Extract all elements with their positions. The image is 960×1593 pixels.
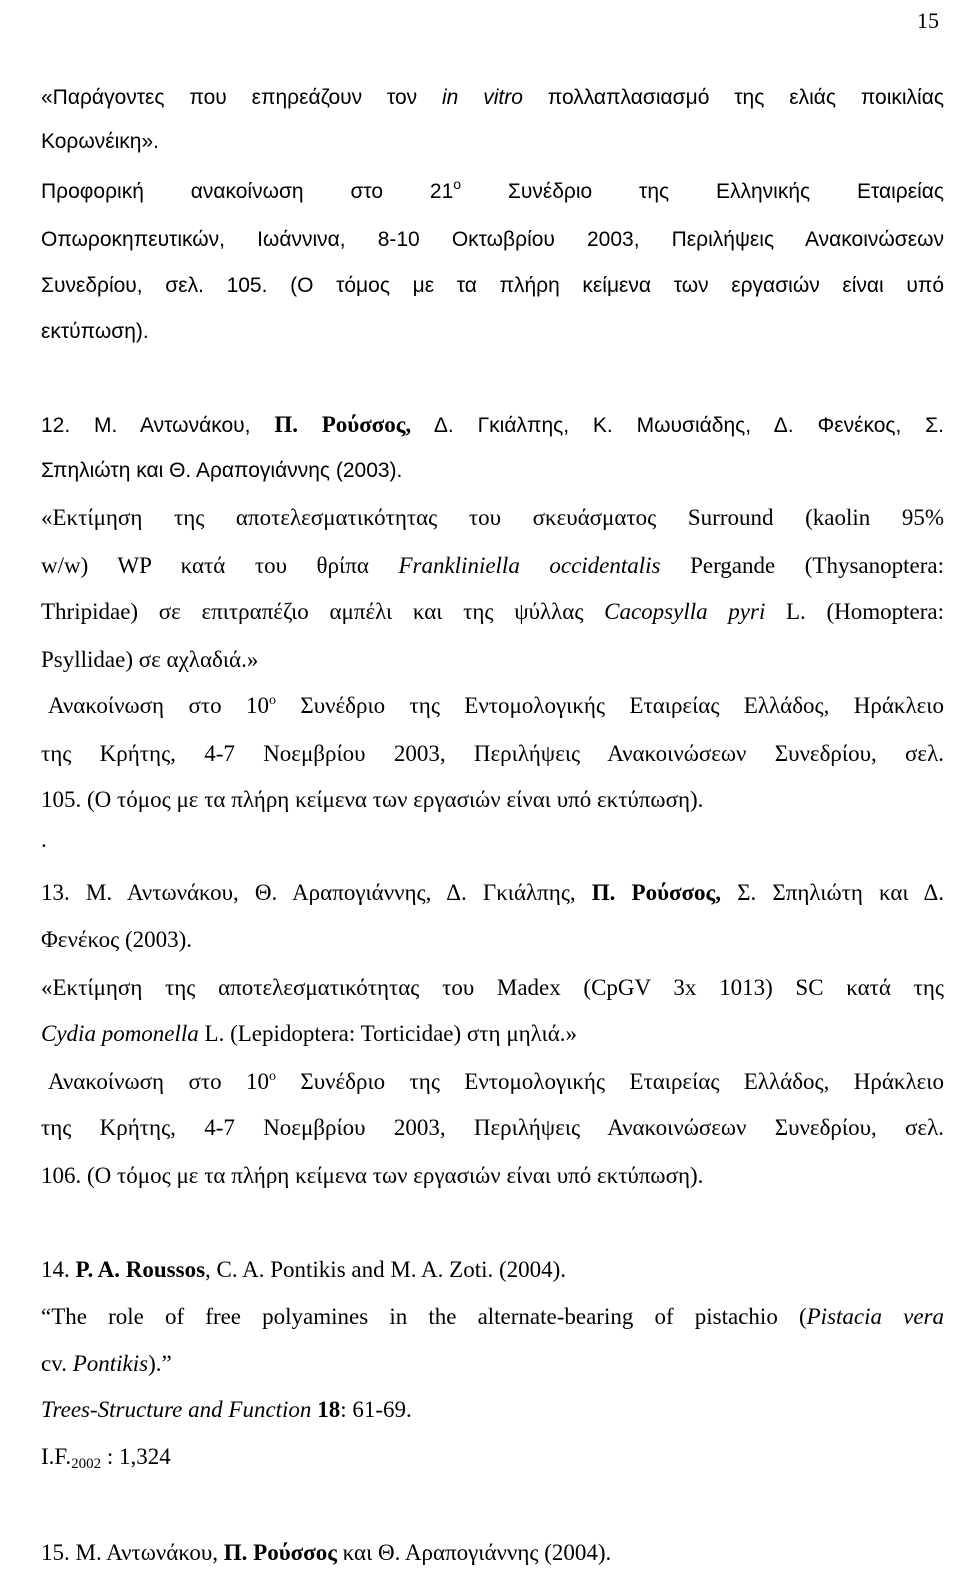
line: Κορωνέικη».: [41, 130, 159, 153]
line: 14. P. A. Roussos, C. A. Pontikis and M. A. Zoti. (2004).: [41, 1257, 567, 1282]
line: Trees-Structure and Function 18: 61-69.: [41, 1397, 412, 1422]
line: «Εκτίμηση της αποτελεσματικότητας του σκευάσματος Surround (kaolin 95%: [41, 505, 944, 530]
line: «Παράγοντες που επηρεάζουν τον in vitro πολλαπλασιασμό της ελιάς ποικιλίας: [41, 86, 944, 109]
line: 105. (Ο τόμος με τα πλήρη κείμενα των εργασιών είναι υπό εκτύπωση).: [41, 787, 704, 812]
line: “The role of free polyamines in the alternate-bearing of pistachio (Pistacia vera: [41, 1304, 945, 1329]
line: εκτύπωση).: [41, 320, 149, 343]
line: Οπωροκηπευτικών, Ιωάννινα, 8-10 Οκτωβρίου 2003, Περιλήψεις Ανακοινώσεων: [41, 228, 944, 251]
line: Thripidae) σε επιτραπέζιο αμπέλι και της ψύλλας Cacopsylla pyri L. (Homoptera:: [41, 599, 944, 624]
line: 13. Μ. Αντωνάκου, Θ. Αραπογιάννης, Δ. Γκιάλπης, Π. Ρούσσος, Σ. Σπηλιώτη και Δ.: [41, 880, 944, 905]
line: Ανακοίνωση στο $10^o$ Συνέδριο της Εντομολογικής Εταιρείας Ελλάδος, Ηράκλειο: [48, 693, 944, 718]
line: Προφορική ανακοίνωση στο $21^o$ Συνέδριο της Ελληνικής Εταιρείας: [41, 176, 944, 203]
line: w/w) WP κατά του θρίπα Frankliniella occidentalis Pergande (Thysanoptera:: [41, 553, 944, 578]
page-number: 15: [917, 8, 939, 33]
line: Φενέκος (2003).: [41, 927, 193, 952]
line: Συνεδρίου, σελ. 105. (Ο τόμος με τα πλήρη κείμενα των εργασιών είναι υπό: [41, 274, 944, 297]
line: .: [41, 827, 47, 852]
line: 15. Μ. Αντωνάκου, Π. Ρούσσος και Θ. Αραπογιάννης (2004).: [41, 1540, 612, 1565]
line: Ανακοίνωση στο $10^o$ Συνέδριο της Εντομολογικής Εταιρείας Ελλάδος, Ηράκλειο: [48, 1069, 944, 1094]
line: 106. (Ο τόμος με τα πλήρη κείμενα των εργασιών είναι υπό εκτύπωση).: [41, 1163, 704, 1188]
line: 12. Μ. Αντωνάκου, Π. Ρούσσος, Δ. Γκιάλπης, Κ. Μωυσιάδης, Δ. Φενέκος, Σ.: [41, 412, 944, 437]
line: της Κρήτης, 4-7 Νοεμβρίου 2003, Περιλήψεις Ανακοινώσεων Συνεδρίου, σελ.: [41, 741, 944, 766]
line: Psyllidae) σε αχλαδιά.»: [41, 647, 259, 672]
line: $I.F._{2002}$ : 1,324: [41, 1444, 171, 1472]
line: Σπηλιώτη και Θ. Αραπογιάννης (2003).: [41, 459, 403, 482]
line: Cydia pomonella L. (Lepidoptera: Torticidae) στη μηλιά.»: [41, 1021, 578, 1046]
line: «Εκτίμηση της αποτελεσματικότητας του Madex (CpGV 3x 1013) SC κατά της: [41, 975, 944, 1000]
line: της Κρήτης, 4-7 Νοεμβρίου 2003, Περιλήψεις Ανακοινώσεων Συνεδρίου, σελ.: [41, 1115, 944, 1140]
line: cv. Pontikis).”: [41, 1351, 172, 1376]
